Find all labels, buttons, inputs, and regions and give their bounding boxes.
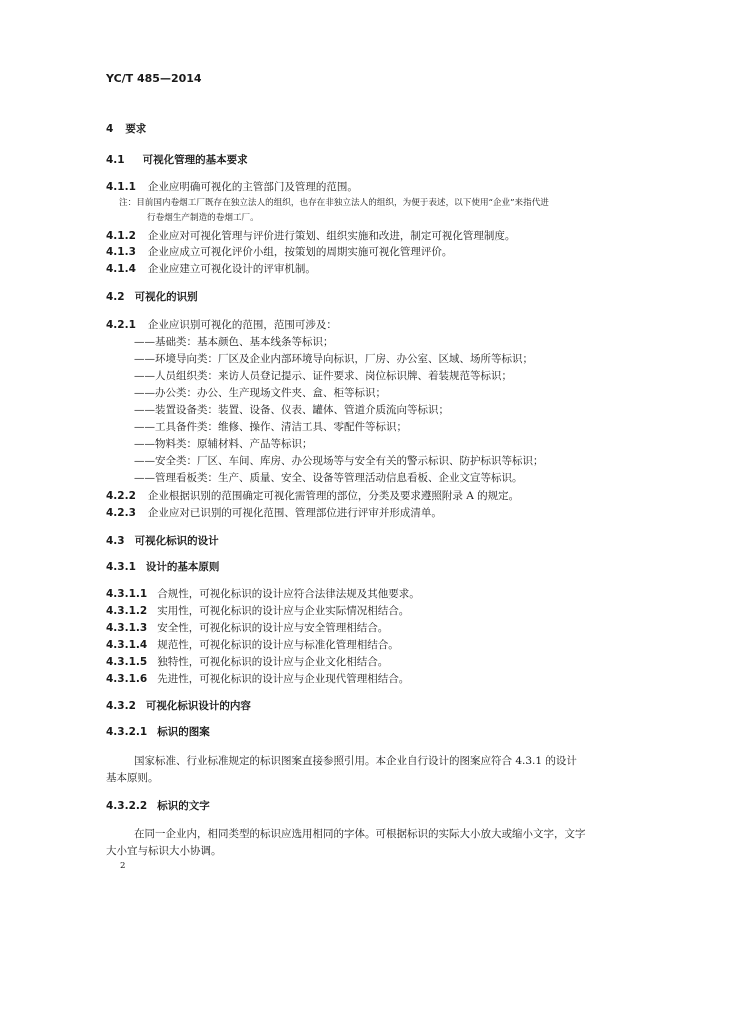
section-4-3-heading [106,534,219,548]
section-4-3-1-heading [106,560,219,574]
section-title: 可视化标识的设计 [134,535,219,547]
clause-text: 企业应成立可视化评价小组，按策划的周期实施可视化管理评价。 [147,246,453,258]
section-title: 要求 [125,123,147,135]
clause-4-2-1 [106,318,337,332]
clause-4-1-3 [106,245,452,259]
clause-number: 4.2.3 [106,507,136,519]
clause-number: 4.3.1.2 [106,605,148,617]
clause-text: 企业应对可视化管理与评价进行策划、组织实施和改进，制定可视化管理制度。 [147,230,516,242]
scope-item: ——基础类：基本颜色、基本线条等标识； [134,336,334,348]
clause-text: 企业根据识别的范围确定可视化需管理的部位，分类及要求遵照附录 A 的规定。 [147,490,520,502]
section-4-3-2-1-heading [106,725,210,739]
clause-4-2-2 [106,489,519,503]
section-title: 可视化标识设计的内容 [145,700,251,712]
section-number: 4.3.1 [106,561,136,573]
section-number: 4.3.2.2 [106,800,148,812]
clause-number: 4.3.1.1 [106,588,148,600]
clause-number: 4.1.4 [106,263,136,275]
scope-item: ——管理看板类：生产、质量、安全、设备等管理活动信息看板、企业文宣等标识。 [134,472,523,484]
section-number: 4.3.2 [106,700,136,712]
note-line-2: 行卷烟生产制造的卷烟工厂。 [147,213,259,223]
section-4-3-2-heading [106,699,251,713]
scope-item: ——人员组织类：来访人员登记提示、证件要求、岗位标识牌、着装规范等标识； [134,370,512,382]
section-number: 4.3.2.1 [106,726,148,738]
principle-item [106,604,409,618]
scope-item: ——办公类：办公、生产现场文件夹、盒、柜等标识； [134,387,386,399]
principle-item [106,672,409,686]
principle-item [106,638,399,652]
clause-number: 4.3.1.3 [106,622,148,634]
clause-4-1-2 [106,229,515,243]
section-title: 可视化管理的基本要求 [142,154,248,166]
page-number: 2 [120,861,126,871]
clause-number: 4.3.1.4 [106,639,148,651]
clause-text: 安全性，可视化标识的设计应与安全管理相结合。 [157,622,389,634]
clause-text: 独特性，可视化标识的设计应与企业文化相结合。 [157,656,389,668]
paragraph-line: 大小宜与标识大小协调。 [106,845,222,857]
clause-number: 4.3.1.5 [106,656,148,668]
note-line-1: 注：目前国内卷烟工厂既存在独立法人的组织，也存在非独立法人的组织，为便于表述，以下使用“企业”来指代进 [119,198,549,208]
section-4-3-2-2-heading [106,799,210,813]
scope-item: ——装置设备类：装置、设备、仪表、罐体、管道介质流向等标识； [134,404,449,416]
scope-item: ——环境导向类：厂区及企业内部环境导向标识，厂房、办公室、区域、场所等标识； [134,353,533,365]
section-4-2-heading [106,290,198,304]
principle-item [106,621,388,635]
paragraph-line: 在同一企业内，相同类型的标识应选用相同的字体。可根据标识的实际大小放大或缩小文字，文字 [134,828,586,840]
section-title: 设计的基本原则 [145,561,220,573]
clause-number: 4.3.1.6 [106,673,148,685]
section-4-1-heading [106,153,248,167]
section-number: 4.2 [106,291,125,303]
clause-4-1-1 [106,180,358,194]
clause-text: 企业应对已识别的可视化范围、管理部位进行评审并形成清单。 [147,507,442,519]
section-title: 可视化的识别 [134,291,198,303]
clause-text: 先进性，可视化标识的设计应与企业现代管理相结合。 [157,673,410,685]
scope-item: ——工具备件类：维修、操作、清洁工具、零配件等标识； [134,421,407,433]
clause-text: 实用性，可视化标识的设计应与企业实际情况相结合。 [157,605,410,617]
section-number: 4.1 [106,154,125,166]
clause-text: 企业应识别可视化的范围，范围可涉及： [147,319,337,331]
clause-text: 企业应明确可视化的主管部门及管理的范围。 [147,181,358,193]
clause-text: 企业应建立可视化设计的评审机制。 [147,263,316,275]
section-4-heading [106,122,146,136]
principle-item [106,587,420,601]
standard-number: YC/T 485—2014 [106,72,202,85]
principle-item [106,655,388,669]
paragraph-line: 基本原则。 [106,772,159,784]
clause-text: 合规性，可视化标识的设计应符合法律法规及其他要求。 [157,588,420,600]
section-number: 4 [106,123,114,135]
clause-number: 4.1.2 [106,230,136,242]
clause-number: 4.2.2 [106,490,136,502]
clause-4-1-4 [106,262,316,276]
clause-4-2-3 [106,506,442,520]
clause-text: 规范性，可视化标识的设计应与标准化管理相结合。 [157,639,399,651]
clause-number: 4.2.1 [106,319,136,331]
section-title: 标识的图案 [157,726,210,738]
clause-number: 4.1.3 [106,246,136,258]
section-title: 标识的文字 [157,800,210,812]
clause-number: 4.1.1 [106,181,136,193]
scope-item: ——物料类：原辅材料、产品等标识； [134,438,313,450]
scope-item: ——安全类：厂区、车间、库房、办公现场等与安全有关的警示标识、防护标识等标识； [134,455,544,467]
section-number: 4.3 [106,535,125,547]
paragraph-line: 国家标准、行业标准规定的标识图案直接参照引用。本企业自行设计的图案应符合 4.3.1 的设计 [134,755,577,767]
